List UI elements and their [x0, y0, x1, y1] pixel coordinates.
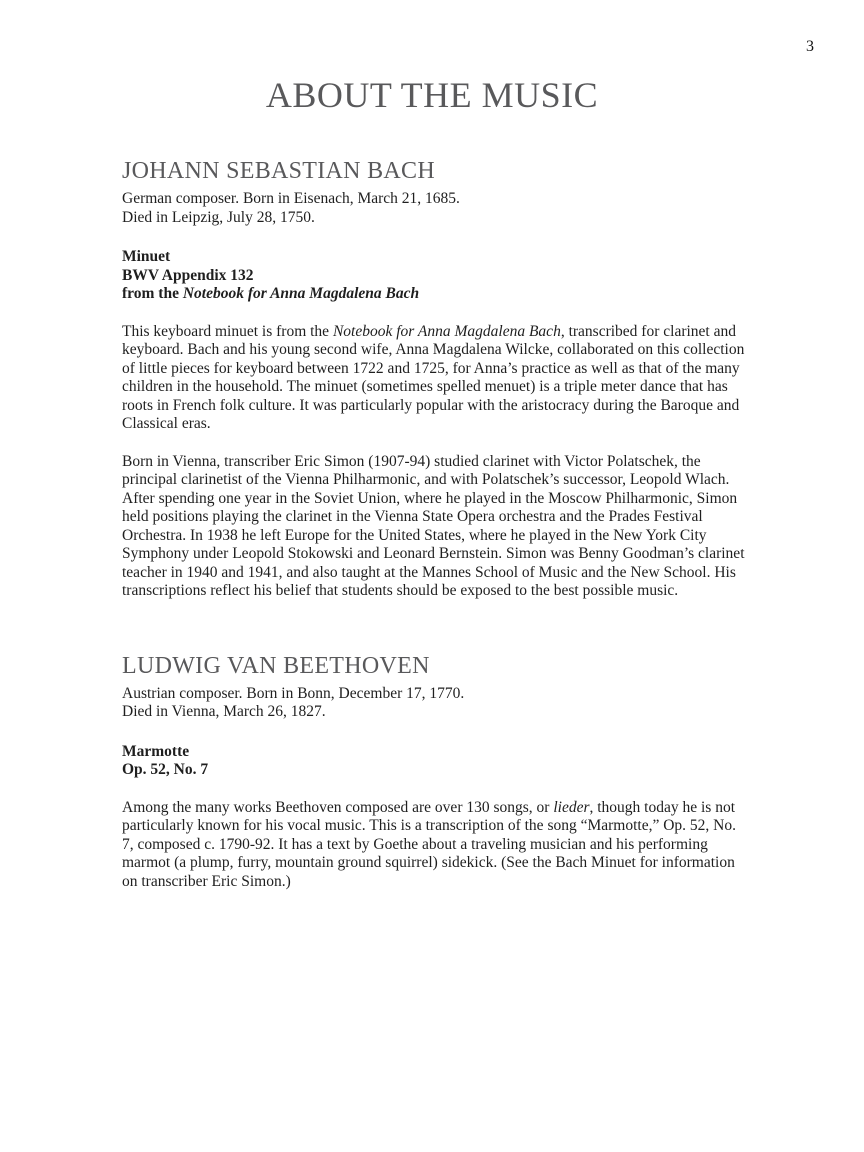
- body-paragraph: Born in Vienna, transcriber Eric Simon (1907-94) studied clarinet with Victor Polatschek, the principal clarinetist of the Vienna Philharmonic, and with Polatschek’s successor, Leopold Wlach. After spending one year in the Soviet Union, where he played in the Moscow Philharmonic, Simon held positions playing the clarinet in the Vienna State Opera orchestra and the Prades Festival Orchestra. In 1938 he left Europe for the United States, where he played in the New York City Symphony under Leopold Stokowski and Leonard Bernstein. Simon was Benny Goodman’s clarinet teacher in 1940 and 1941, and also taught at the Mannes School of Music and the New School. His transcriptions reflect his belief that students should be exposed to the best possible music.: [122, 452, 745, 599]
- composer-heading: LUDWIG VAN BEETHOVEN: [122, 652, 430, 679]
- composer-section-beethoven: [122, 653, 748, 892]
- composer-bio: [122, 190, 748, 227]
- bio-line: German composer. Born in Eisenach, March 21, 1685.: [122, 190, 460, 207]
- page-number: 3: [806, 38, 814, 55]
- content-column: [122, 158, 748, 891]
- composer-section-bach: [122, 158, 748, 601]
- work-title-block: [122, 248, 748, 304]
- work-line: from the Notebook for Anna Magdalena Bach: [122, 285, 420, 302]
- bio-line: Died in Leipzig, July 28, 1750.: [122, 208, 315, 226]
- work-line: BWV Appendix 132: [122, 266, 254, 284]
- work-line: Minuet: [122, 248, 171, 265]
- work-line: Marmotte: [122, 742, 190, 760]
- page-title: ABOUT THE MUSIC: [265, 75, 599, 115]
- composer-bio: [122, 685, 748, 722]
- body-paragraph: This keyboard minuet is from the Notebook for Anna Magdalena Bach, transcribed for clarinet and keyboard. Bach and his young second wife, Anna Magdalena Wilcke, collaborated on this collection of little pieces for keyboard between 1722 and 1725, for Anna’s practice as well as that of the many children in the household. The minuet (sometimes spelled menuet) is a triple meter dance that has roots in French folk culture. It was particularly popular with the aristocracy during the Baroque and Classical eras.: [122, 322, 745, 432]
- work-line: Op. 52, No. 7: [122, 761, 209, 778]
- composer-heading: JOHANN SEBASTIAN BACH: [122, 158, 435, 184]
- bio-line: Died in Vienna, March 26, 1827.: [122, 703, 326, 720]
- work-title-block: [122, 743, 748, 780]
- body-paragraph: Among the many works Beethoven composed are over 130 songs, or lieder, though today he is not particularly known for his vocal music. This is a transcription of the song “Marmotte,” Op. 52, No. 7, composed c. 1790-92. It has a text by Goethe about a traveling musician and his performing marmot (a plump, furry, mountain ground squirrel) sidekick. (See the Bach Minuet for information on transcriber Eric Simon.): [122, 798, 736, 890]
- bio-line: Austrian composer. Born in Bonn, December 17, 1770.: [122, 684, 465, 702]
